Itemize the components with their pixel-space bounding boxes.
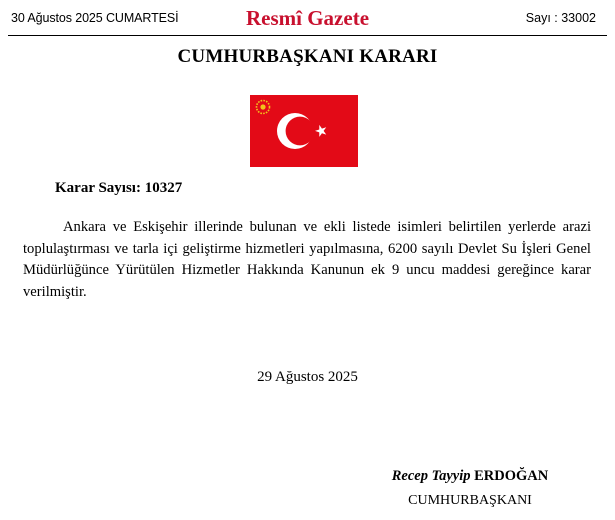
decision-body: Ankara ve Eskişehir illerinde bulunan ve ekli listede isimleri belirtilen yerlerde arazi toplulaştırması ve tarla içi geliştirme hizmetleri yapılmasına, 6200 sayılı Devlet Su İşleri Genel Müdürlüğünce Yürütülen Hizmetler Hakkında Kanunun ek 9 uncu maddesi gereğince karar verilmiştir. bbox=[23, 219, 591, 300]
turkish-flag-icon bbox=[250, 95, 358, 167]
issue-number: Sayı : 33002 bbox=[525, 11, 596, 25]
signer-first-name: Recep Tayyip bbox=[391, 468, 471, 484]
signature-date: 29 Ağustos 2025 bbox=[257, 369, 358, 385]
decision-number: Karar Sayısı: 10327 bbox=[55, 180, 183, 196]
gazette-title: Resmî Gazete bbox=[245, 6, 370, 30]
header-divider bbox=[8, 35, 607, 36]
signer-title: CUMHURBAŞKANI bbox=[408, 493, 532, 508]
gazette-header bbox=[0, 0, 615, 38]
header-date: 30 Ağustos 2025 CUMARTESİ bbox=[11, 11, 179, 25]
signer-name bbox=[360, 468, 580, 485]
document-title: CUMHURBAŞKANI KARARI bbox=[177, 46, 438, 67]
signer-last-name: ERDOĞAN bbox=[474, 468, 549, 484]
